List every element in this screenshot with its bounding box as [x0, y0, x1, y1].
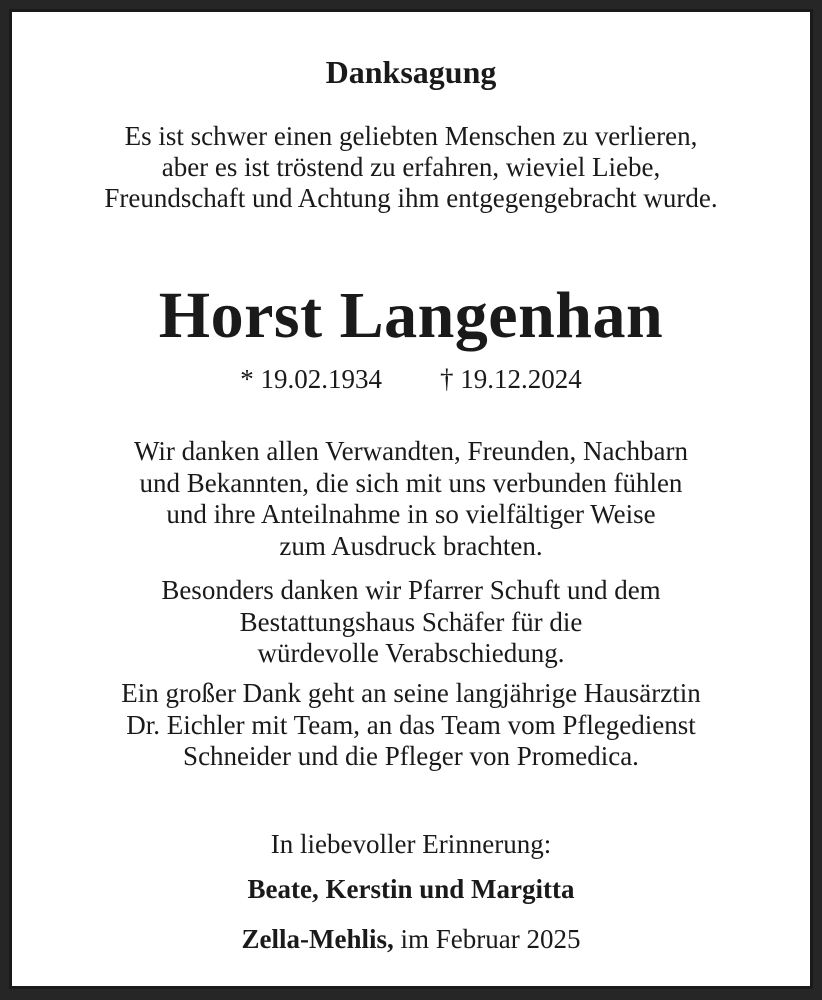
death-date: † 19.12.2024 — [440, 364, 582, 394]
birth-date: * 19.02.1934 — [240, 364, 382, 394]
thanks-paragraph-2 — [12, 575, 810, 670]
heading: Danksagung — [325, 54, 497, 90]
paragraph-line: Dr. Eichler mit Team, an das Team vom Pflegedienst — [126, 709, 696, 740]
paragraph-line: Wir danken allen Verwandten, Freunden, Nachbarn — [134, 436, 688, 466]
paragraph-line: Schneider und die Pfleger von Promedica. — [183, 741, 639, 771]
paragraph-line: und ihre Anteilnahme in so vielfältiger Weise — [166, 499, 656, 529]
life-dates — [12, 361, 810, 397]
obituary-card — [9, 9, 813, 989]
signers: Beate, Kerstin und Margitta — [247, 874, 575, 904]
paragraph-line: zum Ausdruck brachten. — [279, 530, 543, 561]
paragraph-line: Ein großer Dank geht an seine langjährige Hausärztin — [121, 678, 701, 708]
date-text: im Februar 2025 — [393, 924, 581, 954]
paragraph-line: Besonders danken wir Pfarrer Schuft und dem — [161, 575, 661, 605]
paragraph-line: und Bekannten, die sich mit uns verbunden fühlen — [139, 467, 683, 498]
paragraph-line: würdevolle Verabschiedung. — [257, 638, 565, 668]
paragraph-line: Bestattungshaus Schäfer für die — [239, 606, 583, 637]
place-and-date — [12, 922, 810, 956]
memory-line: In liebevoller Erinnerung: — [270, 829, 552, 859]
intro-line: Es ist schwer einen geliebten Menschen zu verlieren, — [124, 121, 698, 151]
intro-text — [12, 121, 810, 214]
deceased-name: Horst Langenhan — [158, 279, 664, 352]
thanks-paragraph-3 — [12, 678, 810, 773]
thanks-paragraph-1 — [12, 436, 810, 562]
intro-line: Freundschaft und Achtung ihm entgegengebracht wurde. — [104, 183, 718, 213]
intro-line: aber es ist tröstend zu erfahren, wieviel Liebe, — [161, 152, 661, 182]
town: Zella-Mehlis, — [241, 924, 394, 954]
